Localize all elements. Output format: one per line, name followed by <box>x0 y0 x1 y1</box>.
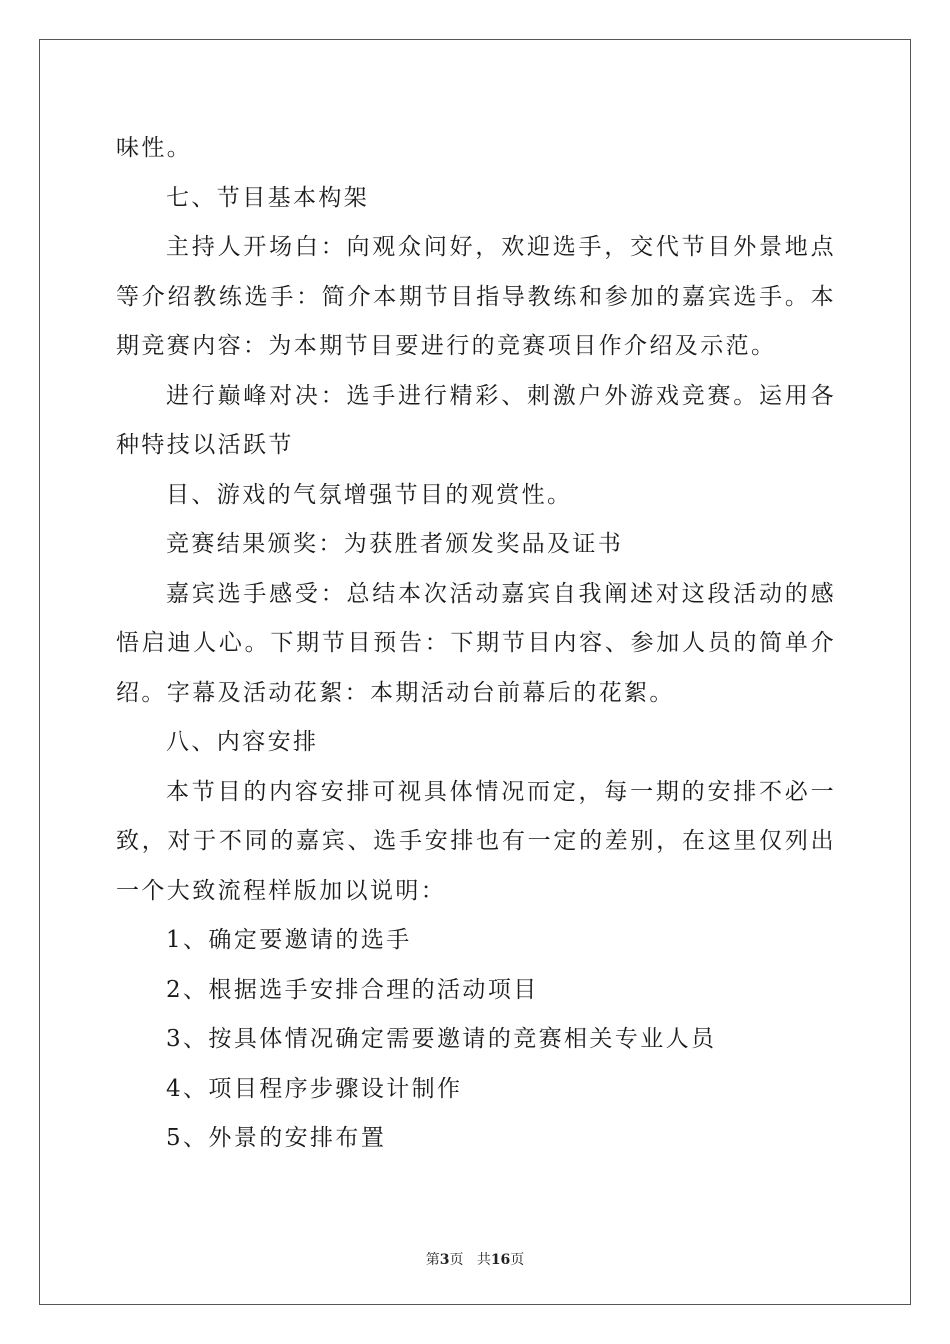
paragraph: 进行巅峰对决：选手进行精彩、刺激户外游戏竞赛。运用各种特技以活跃节 <box>116 382 836 458</box>
paragraph: 味性。 <box>116 135 193 161</box>
total-suffix: 页 <box>510 1252 525 1268</box>
paragraph: 本节目的内容安排可视具体情况而定，每一期的安排不必一致，对于不同的嘉宾、选手安排也有一定的差别，在这里仅列出一个大致流程样版加以说明： <box>116 778 836 904</box>
list-item: 2、根据选手安排合理的活动项目 <box>166 976 539 1003</box>
list-item: 5、外景的安排布置 <box>166 1125 387 1151</box>
paragraph: 嘉宾选手感受：总结本次活动嘉宾自我阐述对这段活动的感悟启迪人心。下期节目预告：下期节目内容、参加人员的简单介绍。字幕及活动花絮：本期活动台前幕后的花絮。 <box>116 580 836 706</box>
paragraph: 目、游戏的气氛增强节目的观赏性。 <box>166 481 573 508</box>
total-prefix: 共 <box>476 1252 491 1268</box>
list-item: 3、按具体情况确定需要邀请的竞赛相关专业人员 <box>166 1026 717 1052</box>
paragraph: 竞赛结果颁奖：为获胜者颁发奖品及证书 <box>166 531 624 557</box>
page-number: 3 <box>439 1252 450 1268</box>
list-item: 1、确定要邀请的选手 <box>166 927 412 953</box>
page-footer <box>0 1249 950 1269</box>
section-heading: 八、内容安排 <box>166 729 319 755</box>
section-heading: 七、节目基本构架 <box>166 184 370 211</box>
total-pages: 16 <box>490 1252 511 1268</box>
paragraph: 主持人开场白：向观众问好，欢迎选手，交代节目外景地点等介绍教练选手：简介本期节目指导教练和参加的嘉宾选手。本期竞赛内容：为本期节目要进行的竞赛项目作介绍及示范。 <box>116 234 836 359</box>
document-body <box>116 124 836 1164</box>
page-prefix: 第 <box>425 1252 440 1268</box>
list-item: 4、项目程序步骤设计制作 <box>166 1075 463 1102</box>
page-suffix: 页 <box>449 1252 464 1268</box>
